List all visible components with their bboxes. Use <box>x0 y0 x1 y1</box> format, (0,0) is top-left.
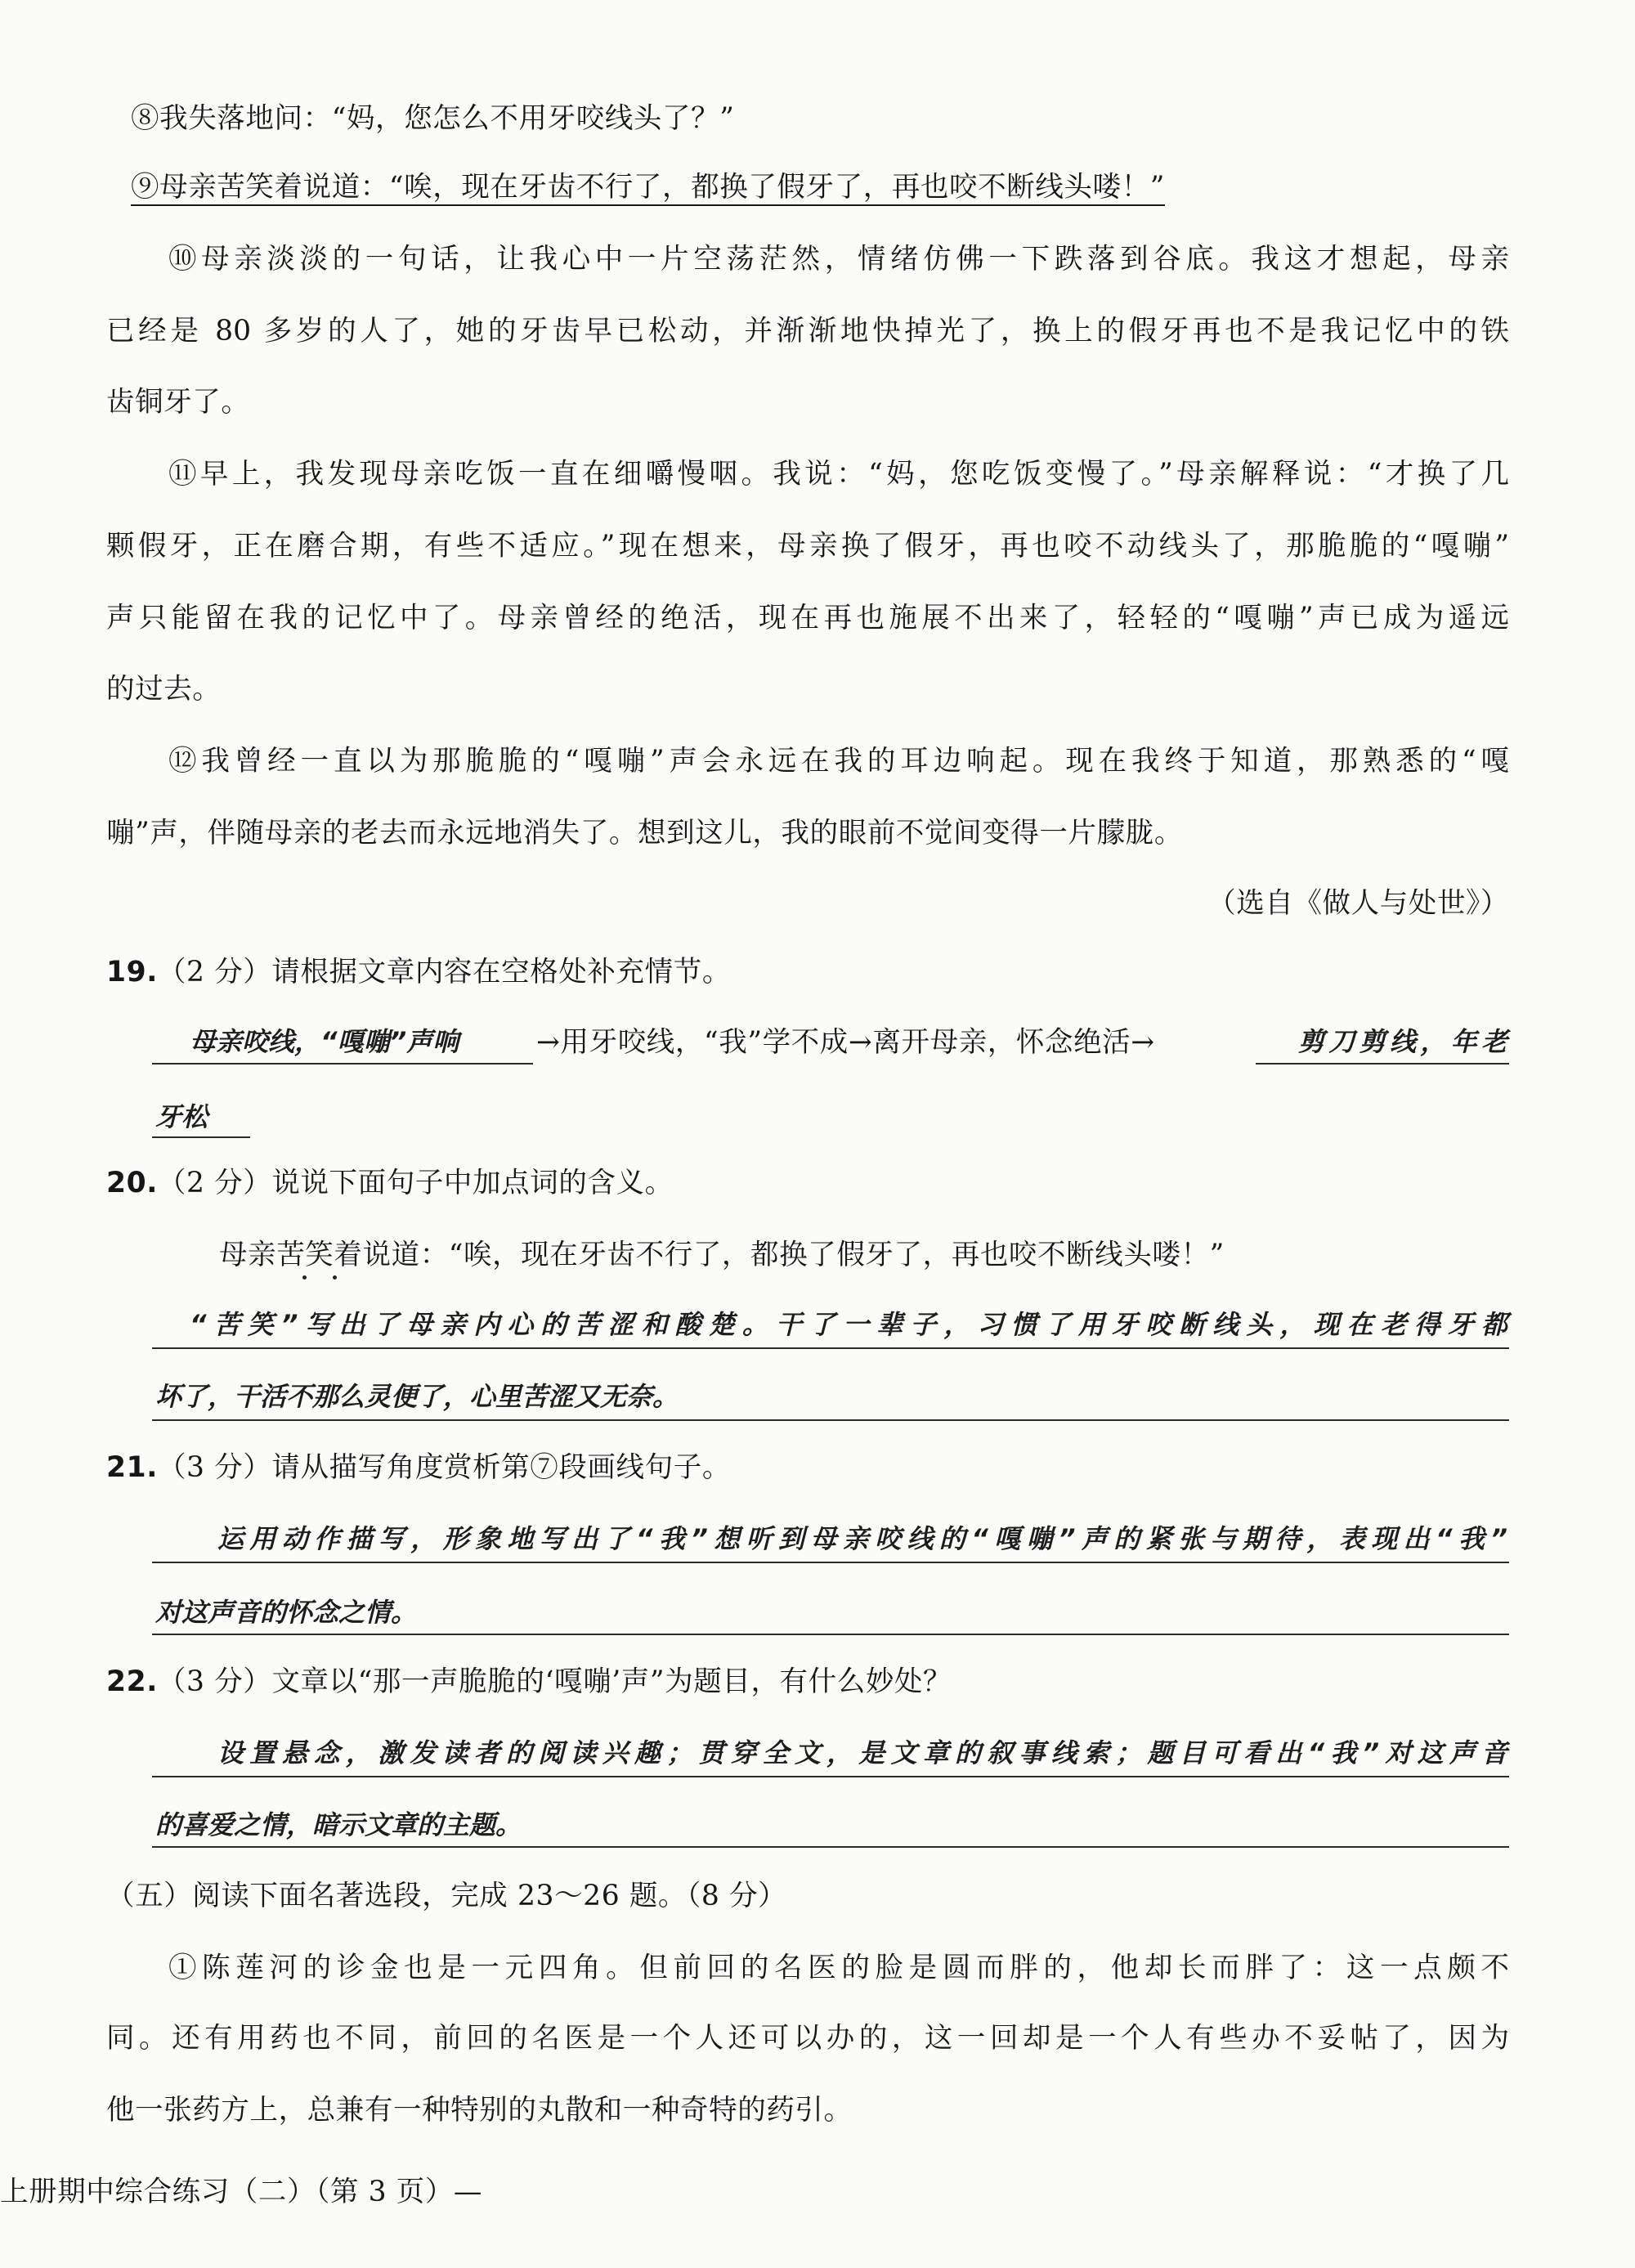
answer-21-rule-2 <box>152 1634 1509 1635</box>
question-19-number: 19. <box>106 956 158 988</box>
question-21-number: 21. <box>106 1451 158 1484</box>
question-20-quote: 母亲苦笑着说道：“唉，现在牙齿不行了，都换了假牙了，再也咬不断线头喽！” <box>219 1239 1225 1271</box>
answer-21-line-1: 运用动作描写，形象地写出了“我”想听到母亲咬线的“嘎嘣”声的紧张与期待，表现出“我” <box>217 1523 1507 1554</box>
paragraph-11-line-1: ⑪早上，我发现母亲吃饭一直在细嚼慢咽。我说：“妈，您吃饭变慢了。”母亲解释说：“才换了几 <box>168 458 1509 491</box>
answer-19-line-a <box>152 1063 533 1065</box>
answer-22-line-2: 的喜爱之情，暗示文章的主题。 <box>155 1809 522 1840</box>
answer-22-rule-2 <box>152 1846 1509 1848</box>
question-22-number: 22. <box>106 1665 158 1698</box>
question-21-stem: （3 分）请从描写角度赏析第⑦段画线句子。 <box>157 1451 731 1484</box>
question-19-plot-chain: →用牙咬线，“我”学不成→离开母亲，怀念绝活→ <box>536 1026 1155 1059</box>
section-5-line-1: ①陈莲河的诊金也是一元四角。但前回的名医的脸是圆而胖的，他却长而胖了：这一点颇不 <box>168 1952 1509 1984</box>
question-22-stem: （3 分）文章以“那一声脆脆的‘嘎嘣’声”为题目，有什么妙处？ <box>157 1665 952 1698</box>
emphasis-dot-1 <box>302 1275 307 1280</box>
answer-21-rule-1 <box>152 1562 1509 1563</box>
answer-20-rule-1 <box>152 1347 1509 1349</box>
answer-19-blank-b: 剪刀剪线，年老 <box>1298 1026 1507 1057</box>
paragraph-10-line-2: 已经是 80 多岁的人了，她的牙齿早已松动，并渐渐地快掉光了，换上的假牙再也不是我记忆中的铁 <box>106 315 1509 347</box>
paragraph-12-line-1: ⑫我曾经一直以为那脆脆的“嘎嘣”声会永远在我的耳边响起。现在我终于知道，那熟悉的“嘎 <box>168 745 1509 778</box>
emphasis-dot-2 <box>333 1275 337 1280</box>
answer-19-line-b1 <box>1256 1063 1509 1065</box>
question-20-stem: （2 分）说说下面句子中加点词的含义。 <box>157 1167 674 1199</box>
section-5-line-2: 同。还有用药也不同，前回的名医是一个人还可以办的，这一回却是一个人有些办不妥帖了，因为 <box>106 2022 1509 2055</box>
answer-20-rule-2 <box>152 1419 1509 1421</box>
paragraph-11-line-2: 颗假牙，正在磨合期，有些不适应。”现在想来，母亲换了假牙，再也咬不动线头了，那脆脆的“嘎嘣” <box>106 530 1509 563</box>
question-20 <box>106 1169 674 1198</box>
page-footer: 上册期中综合练习（二）（第 3 页）— <box>0 2176 483 2208</box>
paragraph-11-line-3: 声只能留在我的记忆中了。母亲曾经的绝活，现在再也施展不出来了，轻轻的“嘎嘣”声已成为遥远 <box>106 602 1509 634</box>
paragraph-10-line-1: ⑩母亲淡淡的一句话，让我心中一片空荡茫然，情绪仿佛一下跌落到谷底。我这才想起，母亲 <box>168 243 1509 276</box>
answer-19-blank-b-cont: 牙松 <box>155 1101 208 1132</box>
question-21 <box>106 1451 731 1484</box>
answer-19-blank-a: 母亲咬线，“嘎嘣”声响 <box>190 1026 459 1057</box>
question-22 <box>106 1665 952 1698</box>
answer-19-line-b2 <box>152 1136 250 1138</box>
question-19 <box>106 958 731 987</box>
answer-20-line-2: 坏了，干活不那么灵便了，心里苦涩又无奈。 <box>155 1381 679 1412</box>
answer-20-line-1: “苦笑”写出了母亲内心的苦涩和酸楚。干了一辈子，习惯了用牙咬断线头，现在老得牙都 <box>190 1309 1507 1340</box>
answer-22-rule-1 <box>152 1776 1509 1777</box>
section-5-line-3: 他一张药方上，总兼有一种特别的丸散和一种奇特的药引。 <box>106 2094 853 2127</box>
paragraph-10-line-3: 齿铜牙了。 <box>106 386 250 419</box>
paragraph-8: ⑧我失落地问：“妈，您怎么不用牙咬线头了？” <box>131 102 735 135</box>
question-20-number: 20. <box>106 1167 158 1199</box>
section-5-heading: （五）阅读下面名著选段，完成 23～26 题。（8 分） <box>106 1880 787 1912</box>
paragraph-9 <box>131 173 1165 202</box>
question-19-stem: （2 分）请根据文章内容在空格处补充情节。 <box>157 956 731 988</box>
passage-source: （选自《做人与处世》） <box>1207 887 1509 920</box>
paragraph-12-line-2: 嘣”声，伴随母亲的老去而永远地消失了。想到这儿，我的眼前不觉间变得一片朦胧。 <box>106 817 1183 849</box>
answer-21-line-2: 对这声音的怀念之情。 <box>155 1597 418 1628</box>
paragraph-11-line-4: 的过去。 <box>106 673 222 706</box>
answer-22-line-1: 设置悬念，激发读者的阅读兴趣；贯穿全文，是文章的叙事线索；题目可看出“我”对这声音 <box>217 1737 1507 1768</box>
paragraph-9-text: ⑨母亲苦笑着说道：“唉，现在牙齿不行了，都换了假牙了，再也咬不断线头喽！” <box>131 171 1165 204</box>
